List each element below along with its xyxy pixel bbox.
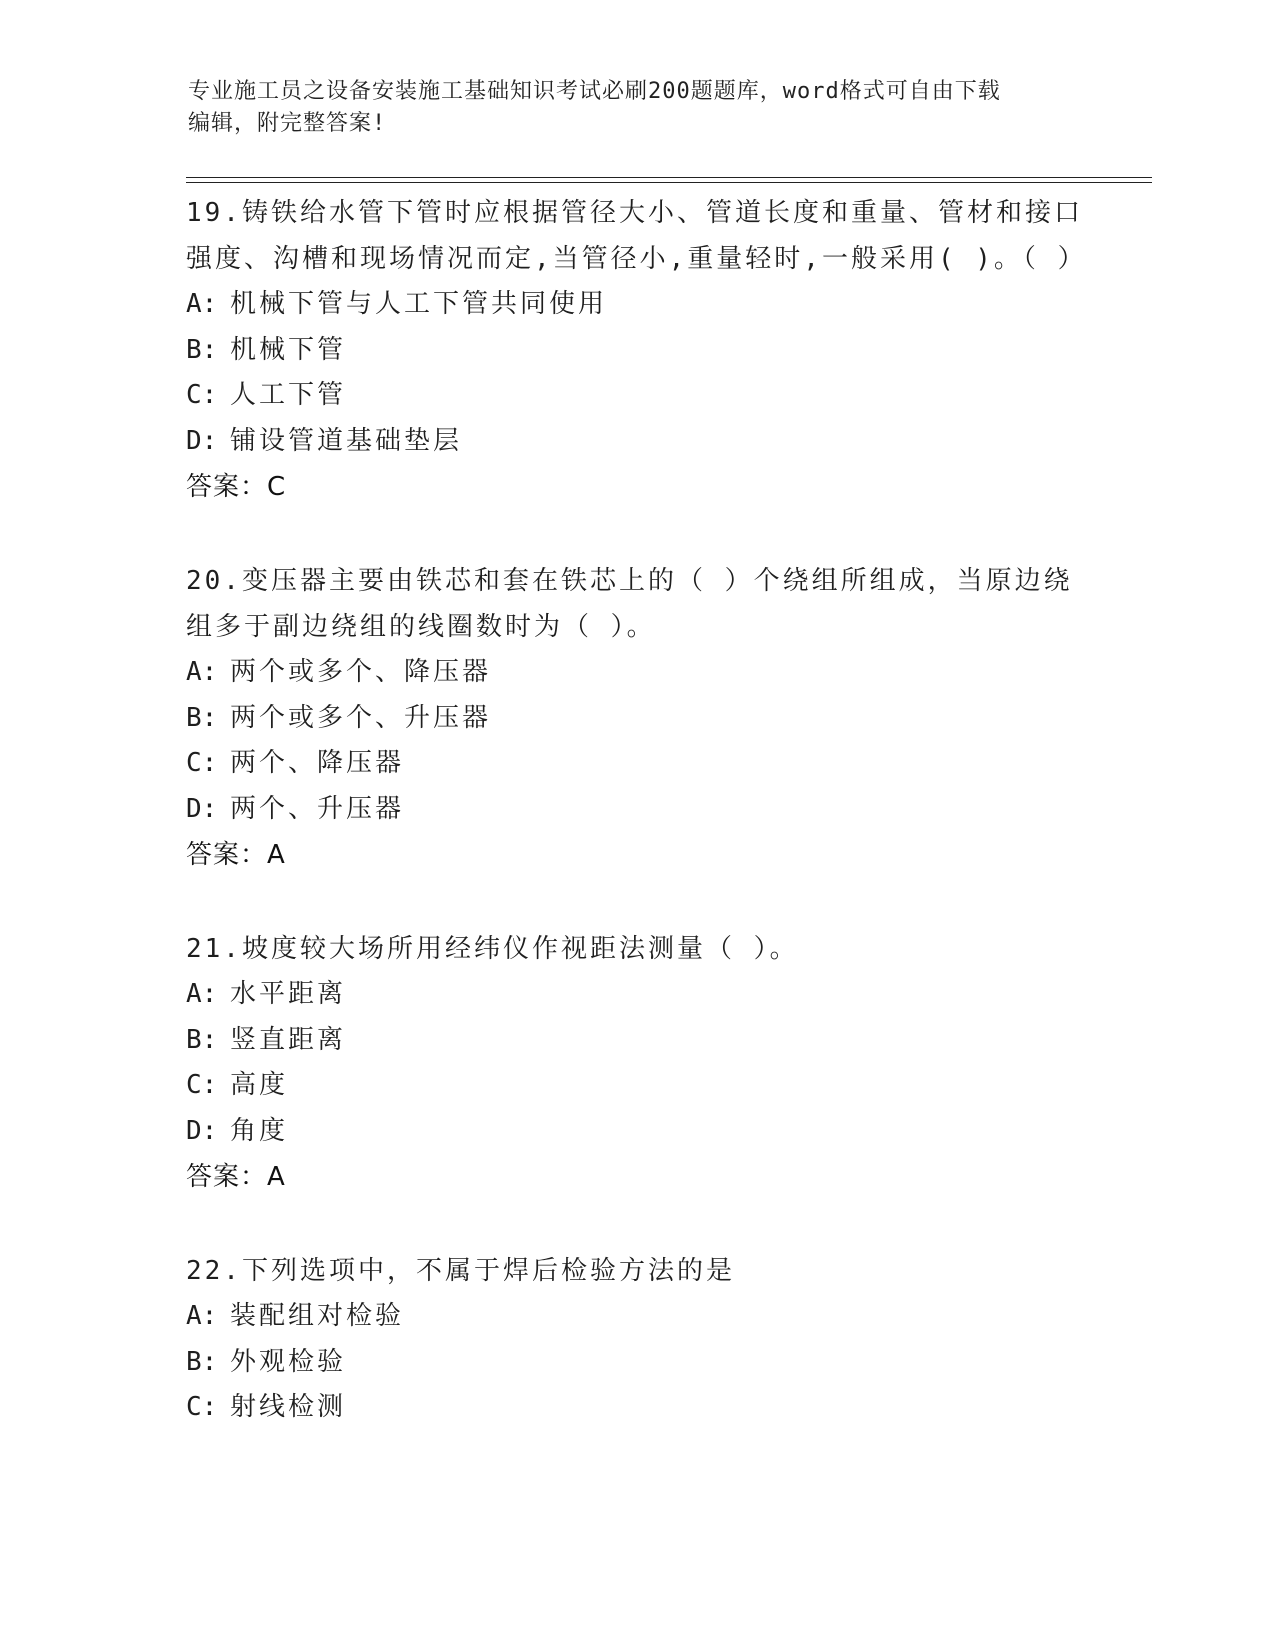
question-22	[186, 1248, 1086, 1431]
option-text: 竖直距离	[230, 1024, 347, 1055]
option-b	[186, 1018, 1086, 1064]
option-text: 外观检验	[230, 1346, 347, 1377]
option-d	[186, 1109, 1086, 1155]
question-20	[186, 558, 1086, 878]
option-letter: A:	[186, 979, 218, 1009]
option-letter: B:	[186, 702, 218, 733]
option-text: 两个、降压器	[230, 748, 405, 778]
option-text: 两个或多个、升压器	[230, 702, 492, 733]
answer: 答案：C	[186, 472, 287, 502]
question-19	[186, 190, 1086, 510]
option-text: 两个或多个、降压器	[230, 657, 492, 687]
header-title-line1: 专业施工员之设备安装施工基础知识考试必刷200题题库，word格式可自由下载	[188, 79, 1001, 104]
question-stem: 20.变压器主要由铁芯和套在铁芯上的（ ）个绕组所组成，当原边绕组多于副边绕组的线圈数时为（ ）。	[186, 566, 1073, 642]
option-letter: A:	[186, 657, 218, 687]
option-text: 机械下管与人工下管共同使用	[230, 289, 608, 319]
option-d	[186, 419, 1086, 465]
option-text: 装配组对检验	[230, 1301, 405, 1331]
header-divider-bottom	[186, 182, 1152, 183]
option-text: 水平距离	[230, 979, 347, 1009]
question-21	[186, 926, 1086, 1200]
option-letter: B:	[186, 1346, 218, 1377]
option-a	[186, 972, 1086, 1018]
option-text: 两个、升压器	[230, 793, 405, 824]
option-letter: D:	[186, 425, 218, 456]
question-stem: 22.下列选项中，不属于焊后检验方法的是	[186, 1256, 735, 1286]
option-a	[186, 282, 1086, 328]
option-c	[186, 373, 1086, 419]
answer: 答案：A	[186, 840, 286, 870]
option-letter: A:	[186, 1301, 218, 1331]
header-divider-top	[186, 177, 1152, 178]
question-list	[186, 190, 1086, 1479]
option-letter: C:	[186, 380, 218, 410]
option-a	[186, 650, 1086, 696]
option-c	[186, 741, 1086, 787]
question-stem: 21.坡度较大场所用经纬仪作视距法测量（ ）。	[186, 934, 799, 964]
option-c	[186, 1385, 1086, 1431]
option-letter: B:	[186, 334, 218, 365]
option-letter: C:	[186, 1392, 218, 1422]
option-text: 机械下管	[230, 334, 347, 365]
option-d	[186, 787, 1086, 833]
option-letter: A:	[186, 289, 218, 319]
option-text: 角度	[230, 1115, 289, 1146]
answer: 答案：A	[186, 1162, 286, 1192]
option-a	[186, 1294, 1086, 1340]
question-stem: 19.铸铁给水管下管时应根据管径大小、管道长度和重量、管材和接口强度、沟槽和现场情况而定,当管径小,重量轻时,一般采用( )。（ ）	[186, 198, 1087, 274]
option-text: 高度	[230, 1070, 289, 1100]
option-c	[186, 1063, 1086, 1109]
option-letter: D:	[186, 793, 218, 824]
option-b	[186, 328, 1086, 374]
option-text: 射线检测	[230, 1392, 347, 1422]
option-letter: B:	[186, 1024, 218, 1055]
document-header	[188, 76, 1068, 140]
option-b	[186, 696, 1086, 742]
option-b	[186, 1340, 1086, 1386]
option-letter: C:	[186, 748, 218, 778]
option-letter: D:	[186, 1115, 218, 1146]
option-text: 铺设管道基础垫层	[230, 425, 463, 456]
option-letter: C:	[186, 1070, 218, 1100]
header-title-line2: 编辑，附完整答案!	[188, 111, 387, 136]
option-text: 人工下管	[230, 380, 347, 410]
